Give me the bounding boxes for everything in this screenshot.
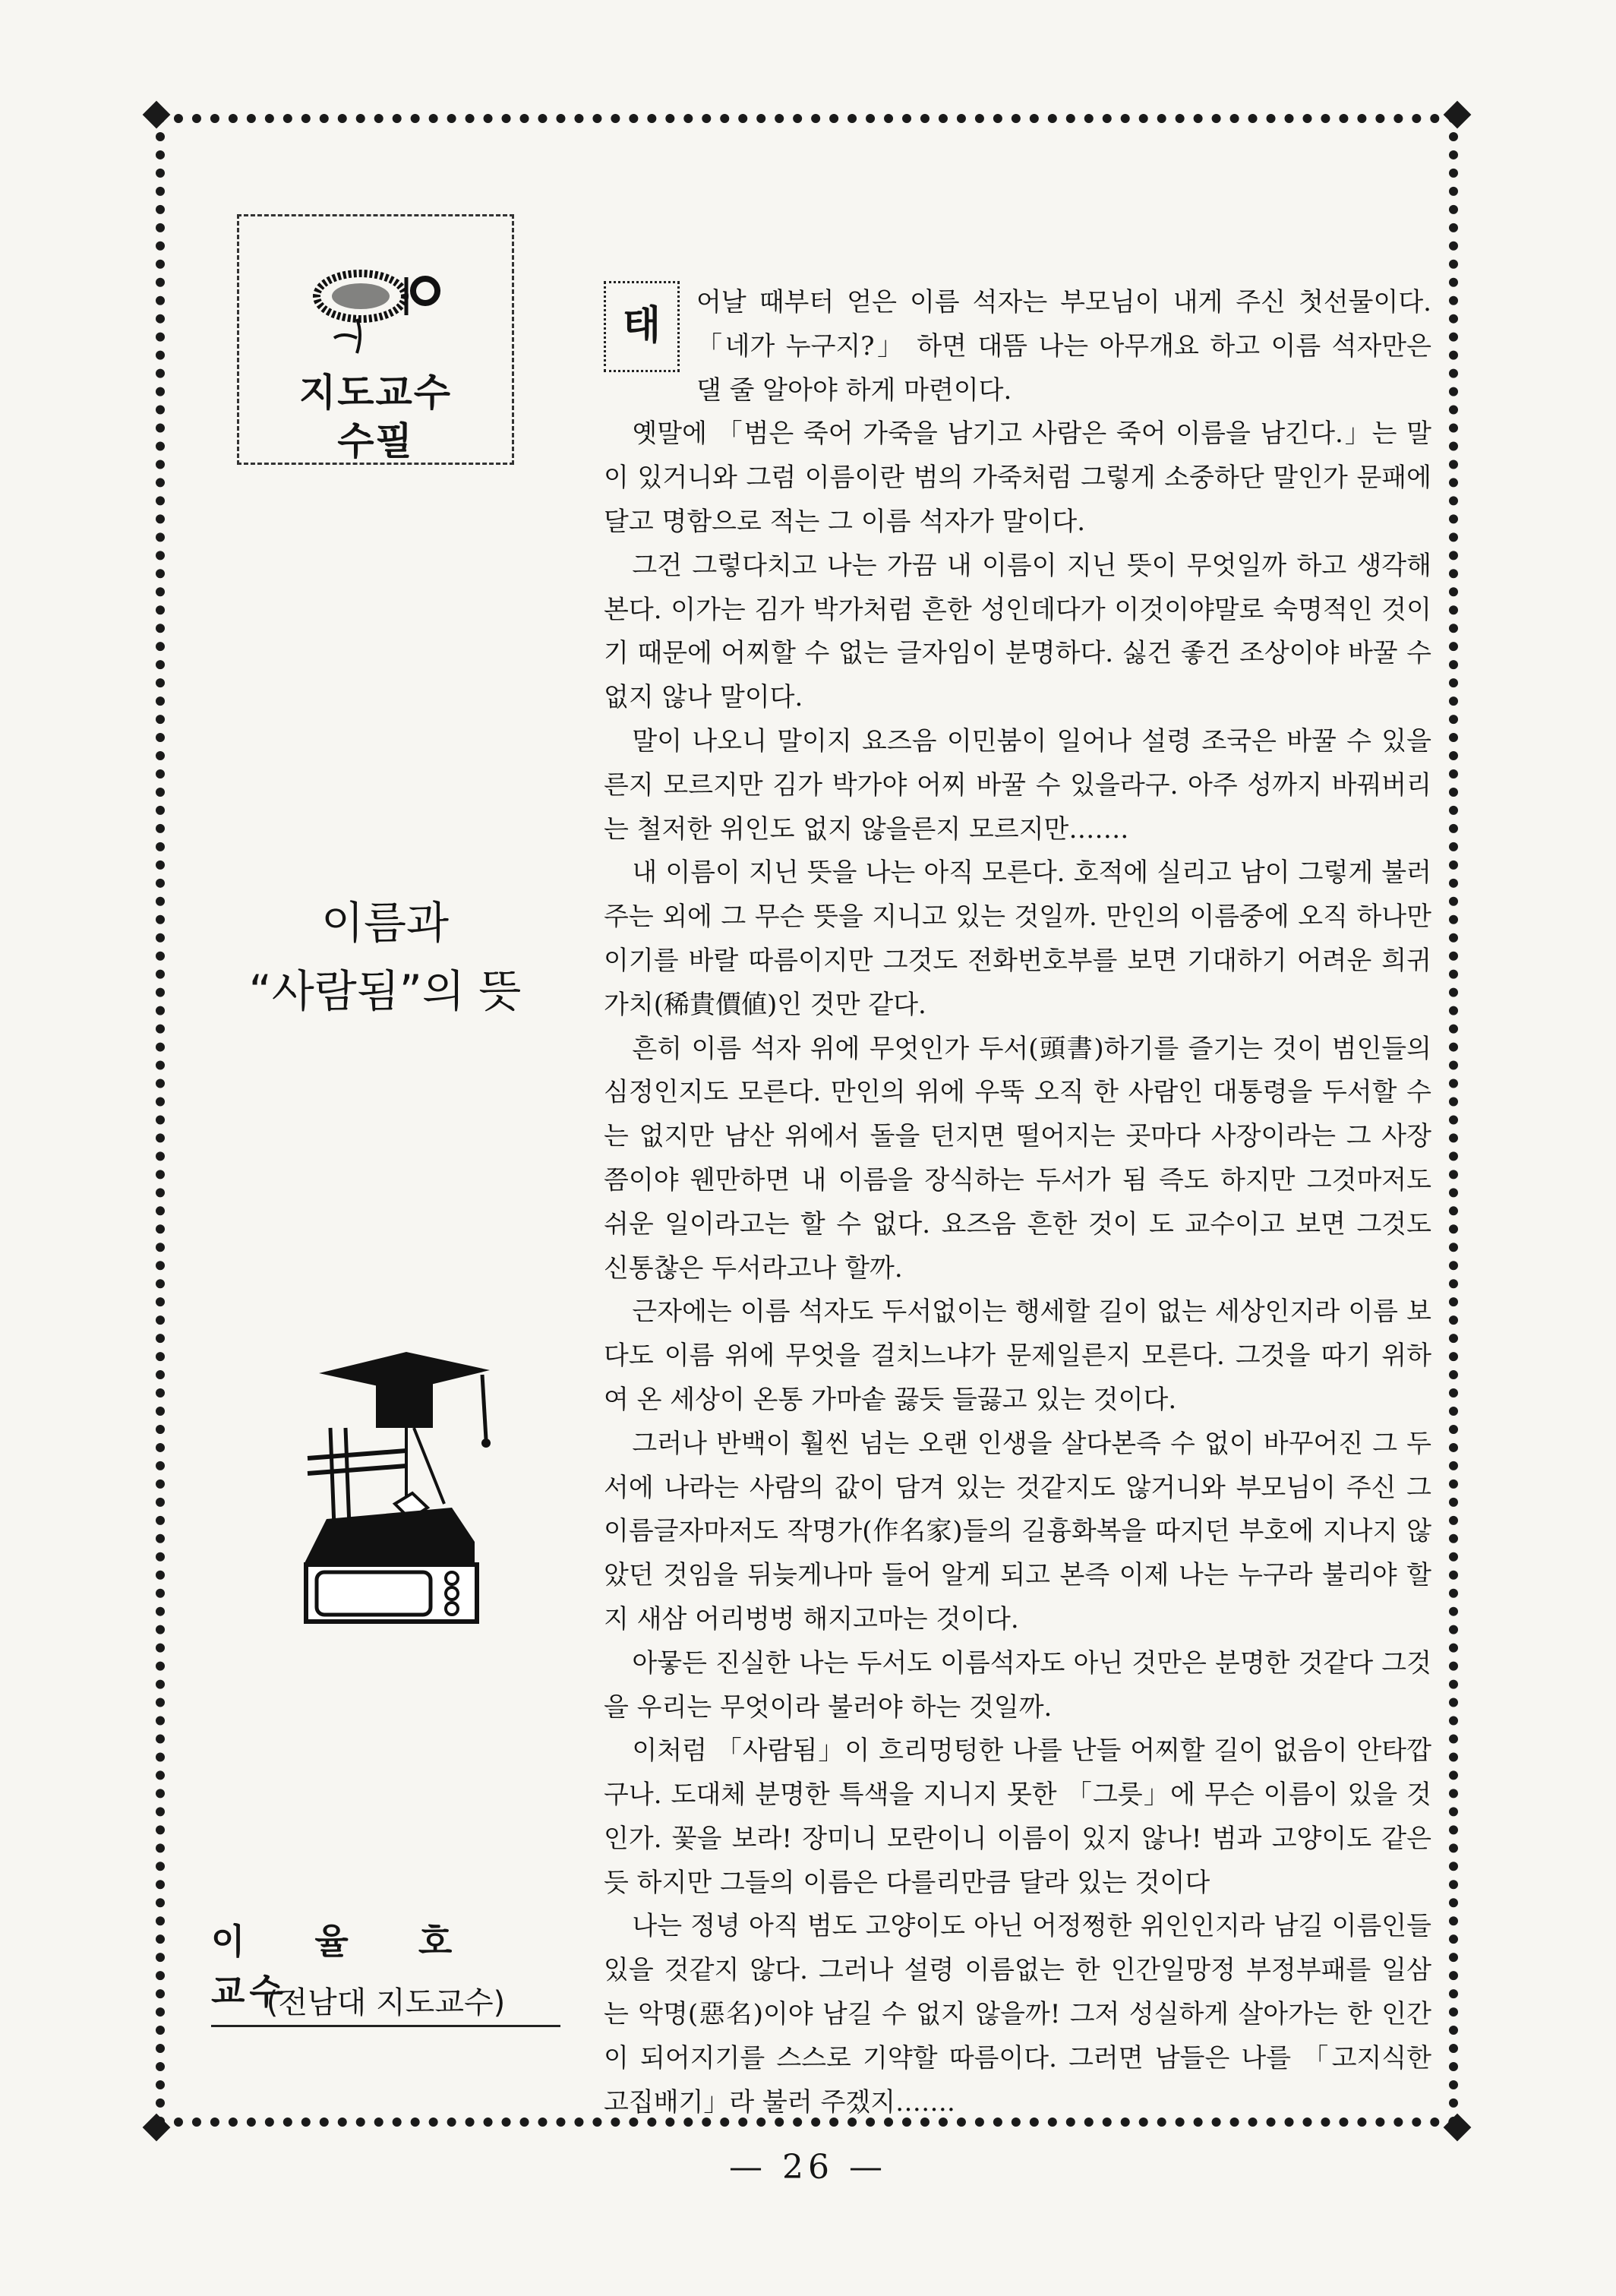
- article-title-line1: 이름과: [320, 897, 450, 949]
- graduation-cap-tv-illustration: [300, 1352, 505, 1625]
- page-number: — 26 —: [729, 2148, 887, 2187]
- body-paragraph: 이처럼 「사람됨」이 흐리멍텅한 나를 난들 어찌할 길이 없음이 안타깝구나. 도대체 분명한 특색을 지니지 못한 「그릇」에 무슨 이름이 있을 것인가. 꽃을 보라! 장미니 모란이니 이름이 있지 않나! 범과 고양이도 같은듯 하지만 그들의 이름은 다를리만큼 달라 있는 것이다: [604, 1735, 1431, 1898]
- author-role: 교수: [211, 1971, 288, 2012]
- body-paragraph: 말이 나오니 말이지 요즈음 이민붐이 일어나 설령 조국은 바꿀 수 있을른지 모르지만 김가 박가야 어찌 바꿀 수 있을라구. 아주 성까지 바꿔버리는 철저한 위인도 없지 않을른지 모르지만…….: [604, 725, 1431, 845]
- body-paragraph: 그러나 반백이 훨씬 넘는 오랜 인생을 살다본즉 수 없이 바꾸어진 그 두서에 나라는 사람의 값이 담겨 있는 것같지도 않거니와 부모님이 주신 그 이름글자마저도 작명가(作名家)들의 길흉화복을 따지던 부호에 지나지 않았던 것임을 뒤늦게나마 들어 알게 되고 본즉 이제 나는 누구라 불리야 할지 새삼 어리벙벙 해지고마는 것이다.: [604, 1428, 1431, 1634]
- body-paragraph: 어날 때부터 얻은 이름 석자는 부모님이 내게 주신 첫선물이다. 「네가 누구지?」 하면 대뜸 나는 아무개요 하고 이름 석자만은 댈 줄 알아야 하게 마련이다.: [696, 287, 1431, 406]
- body-paragraph: 근자에는 이름 석자도 두서없이는 행세할 길이 없는 세상인지라 이름 보다도 이름 위에 무엇을 걸치느냐가 문제일른지 모른다. 그것을 따기 위하여 온 세상이 온통 가마솥 끓듯 들끓고 있는 것이다.: [604, 1296, 1431, 1415]
- body-paragraph: 그건 그렇다치고 나는 가끔 내 이름이 지닌 뜻이 무엇일까 하고 생각해 본다. 이가는 김가 박가처럼 흔한 성인데다가 이것이야말로 숙명적인 것이기 때문에 어찌할 수 없는 글자임이 분명하다. 싫건 좋건 조상이야 바꿀 수 없지 않나 말이다.: [604, 550, 1431, 713]
- article-title: [237, 889, 533, 1025]
- column-label: [239, 368, 512, 466]
- column-emblem: [237, 214, 514, 465]
- body-paragraph: 나는 정녕 아직 범도 고양이도 아닌 어정쩡한 위인인지라 남길 이름인들 있을 것같지 않다. 그러나 설령 이름없는 한 인간일망정 부정부패를 일삼는 악명(惡名)이야 남길 수 없지 않을까! 그저 성실하게 살아가는 한 인간이 되어지기를 스스로 기약할 따름이다. 그러면 남들은 나를 「고지식한 고집배기」라 불러 주겠지…….: [604, 1911, 1431, 2118]
- article-body: [604, 281, 1431, 2124]
- body-paragraph: 아뭏든 진실한 나는 두서도 이름석자도 아닌 것만은 분명한 것같다 그것을 우리는 무엇이라 불러야 하는 것일까.: [604, 1647, 1431, 1723]
- column-label-line2: 수필: [337, 419, 414, 463]
- author-name: 이율호: [211, 1921, 522, 1962]
- body-paragraph: 내 이름이 지닌 뜻을 나는 아직 모른다. 호적에 실리고 남이 그렇게 불러 주는 외에 그 무슨 뜻을 지니고 있는 것일까. 만인의 이름중에 오직 하나만이기를 바랄 따름이지만 그것도 전화번호부를 보면 기대하기 어려운 희귀가치(稀貴價値)인 것만 같다.: [604, 857, 1431, 1020]
- body-paragraph: 옛말에 「범은 죽어 가죽을 남기고 사람은 죽어 이름을 남긴다.」는 말이 있거니와 그럼 이름이란 범의 가죽처럼 그렇게 소중하단 말인가 문패에 달고 명함으로 적는 그 이름 석자가 말이다.: [604, 418, 1431, 537]
- drop-cap: 태: [604, 281, 680, 372]
- author-affiliation: (전남대 지도교수): [266, 1985, 506, 2020]
- article-title-line2: “사람됨”의 뜻: [248, 965, 522, 1017]
- body-paragraph: 흔히 이름 석자 위에 무엇인가 두서(頭書)하기를 즐기는 것이 범인들의 심정인지도 모른다. 만인의 위에 우뚝 오직 한 사람인 대통령을 두서할 수는 없지만 남산 위에서 돌을 던지면 떨어지는 곳마다 사장이라는 그 사장쯤이야 웬만하면 내 이름을 장식하는 두서가 됨 즉도 하지만 그것마저도 쉬운 일이라고는 할 수 없다. 요즈음 흔한 것이 도 교수이고 보면 그것도 신통찮은 두서라고나 할까.: [604, 1033, 1431, 1284]
- flower-emblem-icon: [304, 247, 456, 361]
- column-label-line1: 지도교수: [298, 371, 453, 415]
